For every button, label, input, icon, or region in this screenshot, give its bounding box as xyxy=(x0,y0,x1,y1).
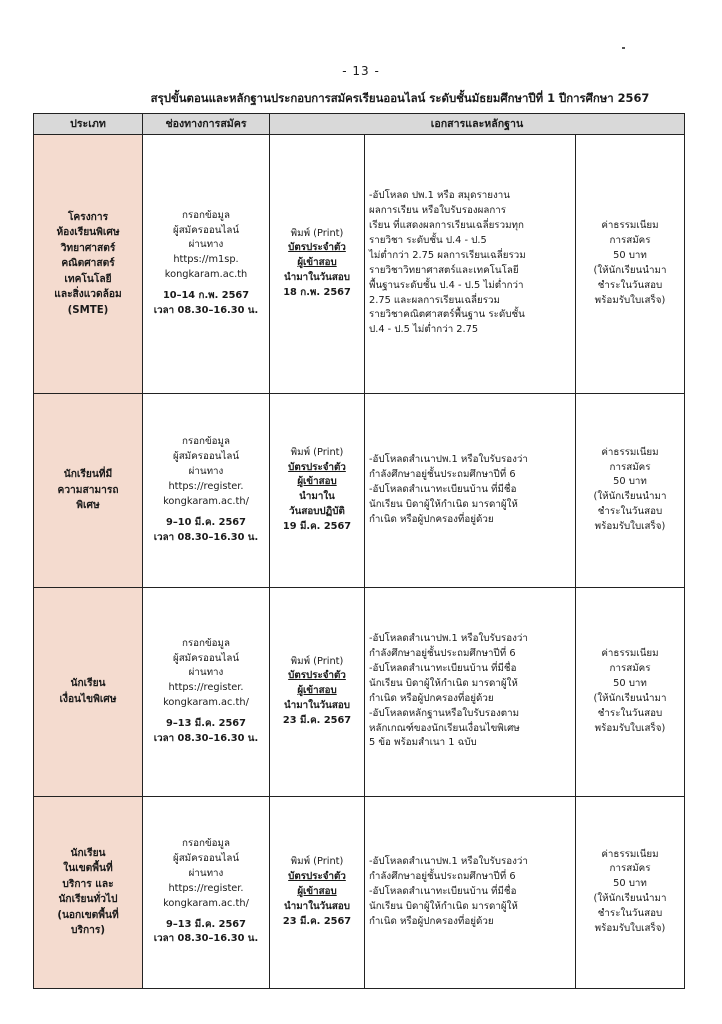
print-cell xyxy=(270,135,365,394)
fee-cell xyxy=(576,393,685,587)
category-line: นักเรียน xyxy=(70,678,106,690)
document-line: นักเรียน บิดาผู้ให้กำเนิด มารดาผู้ให้ xyxy=(369,677,518,689)
exam-date: 23 มี.ค. 2567 xyxy=(282,715,352,727)
category-line: นักเรียนทั่วไป xyxy=(58,894,118,906)
table-row xyxy=(34,135,685,394)
registration-date: 9–13 มี.ค. 2567 xyxy=(166,918,246,930)
channel-cell xyxy=(143,393,270,587)
fee-line: ค่าธรรมเนียม xyxy=(601,220,659,232)
exam-card-label: บัตรประจำตัว xyxy=(288,870,346,882)
documents-cell xyxy=(365,588,576,796)
documents-cell xyxy=(365,135,576,394)
document-line: -อัปโหลดสำเนาทะเบียนบ้าน ที่มีชื่อ xyxy=(369,663,517,674)
category-line: พิเศษ xyxy=(76,500,100,512)
document-line: ไม่ต่ำกว่า 2.75 ผลการเรียนเฉลี่ยรวม xyxy=(369,249,526,261)
exam-card-label: บัตรประจำตัว xyxy=(288,670,346,682)
category-line: (SMTE) xyxy=(67,304,109,316)
registration-date: 9–10 มี.ค. 2567 xyxy=(166,516,246,528)
exam-card-label: ผู้เข้าสอบ xyxy=(297,885,337,897)
fee-line: (ให้นักเรียนนำมา xyxy=(593,692,667,704)
category-line: บริการ และ xyxy=(62,878,114,890)
page-title: สรุปขั้นตอนและหลักฐานประกอบการสมัครเรียนออนไลน์ ระดับชั้นมัธยมศึกษาปีที่ 1 ปีการศึกษา 2567 xyxy=(150,91,650,105)
document-line: กำลังศึกษาอยู่ชั้นประถมศึกษาปีที่ 6 xyxy=(369,468,516,480)
exam-card-label: บัตรประจำตัว xyxy=(288,461,346,473)
fee-line: ค่าธรรมเนียม xyxy=(601,446,659,458)
document-line: หลักเกณฑ์ของนักเรียนเงื่อนไขพิเศษ xyxy=(369,722,520,734)
header-category: ประเภท xyxy=(34,114,143,135)
print-label: พิมพ์ (Print) xyxy=(290,446,344,458)
print-cell xyxy=(270,393,365,587)
fee-line: พร้อมรับใบเสร็จ) xyxy=(594,294,666,306)
bring-instruction: นำมาในวันสอบ xyxy=(284,272,350,284)
fee-line: 50 บาท xyxy=(613,677,647,689)
fee-cell xyxy=(576,796,685,988)
exam-date: 23 มี.ค. 2567 xyxy=(282,915,352,927)
channel-line: ผู้สมัครออนไลน์ xyxy=(172,224,240,236)
channel-line: kongkaram.ac.th/ xyxy=(163,697,249,709)
channel-line: https://register. xyxy=(168,882,244,894)
channel-line: ผู้สมัครออนไลน์ xyxy=(172,853,240,865)
channel-line: kongkaram.ac.th/ xyxy=(163,495,249,507)
category-line: เทคโนโลยี xyxy=(64,273,112,285)
fee-line: พร้อมรับใบเสร็จ) xyxy=(594,722,666,734)
page-number: - 13 - xyxy=(342,64,380,78)
fee-line: พร้อมรับใบเสร็จ) xyxy=(594,923,666,935)
fee-line: การสมัคร xyxy=(609,663,651,674)
bring-instruction: นำมาในวันสอบ xyxy=(284,700,350,712)
scan-speck xyxy=(622,47,625,49)
fee-line: (ให้นักเรียนนำมา xyxy=(593,264,667,276)
document-line: -อัปโหลดสำเนาปพ.1 หรือใบรับรองว่า xyxy=(369,633,528,645)
table-header-row xyxy=(34,114,685,135)
document-line: 2.75 และผลการเรียนเฉลี่ยรวม xyxy=(369,294,500,306)
documents-cell xyxy=(365,796,576,988)
channel-cell xyxy=(143,588,270,796)
fee-line: ค่าธรรมเนียม xyxy=(601,648,659,660)
application-summary-table xyxy=(33,113,685,989)
fee-cell xyxy=(576,588,685,796)
documents-cell xyxy=(365,393,576,587)
channel-line: กรอกข้อมูล xyxy=(181,637,231,649)
document-line: ผลการเรียน หรือใบรับรองผลการ xyxy=(369,205,507,217)
fee-line: ชำระในวันสอบ xyxy=(597,908,663,920)
document-line: นักเรียน บิดาผู้ให้กำเนิด มารดาผู้ให้ xyxy=(369,498,518,510)
channel-line: https://register. xyxy=(168,480,244,492)
document-line: รายวิชาวิทยาศาสตร์และเทคโนโลยี xyxy=(369,264,519,276)
category-line: นักเรียน xyxy=(70,847,106,859)
fee-line: ชำระในวันสอบ xyxy=(597,506,663,518)
exam-card-label: ผู้เข้าสอบ xyxy=(297,257,337,269)
category-cell xyxy=(34,135,143,394)
channel-line: กรอกข้อมูล xyxy=(181,436,231,448)
document-line: กำเนิด หรือผู้ปกครองที่อยู่ด้วย xyxy=(369,692,494,704)
document-line: นักเรียน บิดาผู้ให้กำเนิด มารดาผู้ให้ xyxy=(369,900,518,912)
channel-line: https://register. xyxy=(168,682,244,694)
registration-date: 10–14 ก.พ. 2567 xyxy=(162,290,250,302)
table-row xyxy=(34,588,685,796)
document-line: กำเนิด หรือผู้ปกครองที่อยู่ด้วย xyxy=(369,915,494,927)
print-label: พิมพ์ (Print) xyxy=(290,655,344,667)
document-line: ป.4 - ป.5 ไม่ต่ำกว่า 2.75 xyxy=(369,324,479,336)
registration-time: เวลา 08.30–16.30 น. xyxy=(153,733,259,745)
registration-date: 9–13 มี.ค. 2567 xyxy=(166,718,246,730)
category-line: และสิ่งแวดล้อม xyxy=(54,289,122,301)
document-line: เรียน ที่แสดงผลการเรียนเฉลี่ยรวมทุก xyxy=(369,220,524,232)
exam-date: 19 มี.ค. 2567 xyxy=(282,521,352,533)
category-cell xyxy=(34,393,143,587)
category-line: นักเรียนที่มี xyxy=(63,469,113,481)
channel-line: ผ่านทาง xyxy=(188,239,224,251)
fee-line: (ให้นักเรียนนำมา xyxy=(593,893,667,905)
header-documents: เอกสารและหลักฐาน xyxy=(270,114,685,135)
category-line: วิทยาศาสตร์ xyxy=(60,242,116,254)
channel-cell xyxy=(143,796,270,988)
channel-line: ผู้สมัครออนไลน์ xyxy=(172,652,240,664)
fee-line: ชำระในวันสอบ xyxy=(597,707,663,719)
header-channel: ช่องทางการสมัคร xyxy=(143,114,270,135)
channel-line: kongkaram.ac.th xyxy=(164,269,248,281)
fee-line: การสมัคร xyxy=(609,863,651,875)
document-line: -อัปโหลดสำเนาทะเบียนบ้าน ที่มีชื่อ xyxy=(369,483,517,495)
channel-cell xyxy=(143,135,270,394)
fee-line: การสมัคร xyxy=(609,235,651,247)
fee-line: ค่าธรรมเนียม xyxy=(601,848,659,860)
channel-line: kongkaram.ac.th/ xyxy=(163,897,249,909)
channel-line: ผ่านทาง xyxy=(188,465,224,477)
document-line: -อัปโหลดสำเนาปพ.1 หรือใบรับรองว่า xyxy=(369,856,528,868)
registration-time: เวลา 08.30–16.30 น. xyxy=(153,933,259,945)
exam-card-label: ผู้เข้าสอบ xyxy=(297,685,337,697)
channel-line: ผ่านทาง xyxy=(188,667,224,679)
fee-line: (ให้นักเรียนนำมา xyxy=(593,491,667,503)
document-line: -อัปโหลดหลักฐานหรือใบรับรองตาม xyxy=(369,707,520,719)
document-line: -อัปโหลดสำเนาปพ.1 หรือใบรับรองว่า xyxy=(369,454,528,466)
registration-time: เวลา 08.30–16.30 น. xyxy=(153,531,259,543)
document-line: รายวิชาคณิตศาสตร์พื้นฐาน ระดับชั้น xyxy=(369,309,525,321)
table-row xyxy=(34,393,685,587)
category-line: เงื่อนไขพิเศษ xyxy=(59,693,117,705)
category-line: คณิตศาสตร์ xyxy=(61,258,115,270)
category-line: บริการ) xyxy=(71,925,105,937)
exam-card-label: บัตรประจำตัว xyxy=(288,242,346,254)
category-cell xyxy=(34,588,143,796)
fee-line: 50 บาท xyxy=(613,249,647,261)
category-line: (นอกเขตพื้นที่ xyxy=(57,909,119,921)
fee-line: พร้อมรับใบเสร็จ) xyxy=(594,521,666,533)
print-cell xyxy=(270,796,365,988)
bring-instruction: วันสอบปฏิบัติ xyxy=(289,506,345,518)
exam-date: 18 ก.พ. 2567 xyxy=(283,287,351,299)
fee-line: 50 บาท xyxy=(613,476,647,488)
exam-card-label: ผู้เข้าสอบ xyxy=(297,476,337,488)
bring-instruction: นำมาใน xyxy=(299,491,335,503)
print-label: พิมพ์ (Print) xyxy=(290,227,344,239)
document-line: -อัปโหลดสำเนาทะเบียนบ้าน ที่มีชื่อ xyxy=(369,885,517,897)
bring-instruction: นำมาในวันสอบ xyxy=(284,900,350,912)
fee-cell xyxy=(576,135,685,394)
channel-line: https://m1sp. xyxy=(173,254,239,266)
document-line: รายวิชา ระดับชั้น ป.4 - ป.5 xyxy=(369,235,487,247)
registration-time: เวลา 08.30–16.30 น. xyxy=(153,305,259,317)
document-line: กำลังศึกษาอยู่ชั้นประถมศึกษาปีที่ 6 xyxy=(369,870,516,882)
print-label: พิมพ์ (Print) xyxy=(290,856,344,868)
fee-line: ชำระในวันสอบ xyxy=(597,279,663,291)
category-line: ความสามารถ xyxy=(57,484,119,496)
channel-line: ผ่านทาง xyxy=(188,867,224,879)
document-line: กำเนิด หรือผู้ปกครองที่อยู่ด้วย xyxy=(369,513,494,525)
document-line: พื้นฐานระดับชั้น ป.4 - ป.5 ไม่ต่ำกว่า xyxy=(369,279,524,291)
channel-line: กรอกข้อมูล xyxy=(181,209,231,221)
document-line: กำลังศึกษาอยู่ชั้นประถมศึกษาปีที่ 6 xyxy=(369,648,516,660)
category-line: ห้องเรียนพิเศษ xyxy=(56,227,120,239)
print-cell xyxy=(270,588,365,796)
table-row xyxy=(34,796,685,988)
fee-line: 50 บาท xyxy=(613,878,647,890)
category-cell xyxy=(34,796,143,988)
document-line: 5 ข้อ พร้อมสำเนา 1 ฉบับ xyxy=(369,737,477,749)
channel-line: ผู้สมัครออนไลน์ xyxy=(172,451,240,463)
category-line: ในเขตพื้นที่ xyxy=(63,863,113,875)
channel-line: กรอกข้อมูล xyxy=(181,838,231,850)
category-line: โครงการ xyxy=(67,211,109,223)
document-line: -อัปโหลด ปพ.1 หรือ สมุดรายงาน xyxy=(369,190,510,202)
fee-line: การสมัคร xyxy=(609,461,651,473)
